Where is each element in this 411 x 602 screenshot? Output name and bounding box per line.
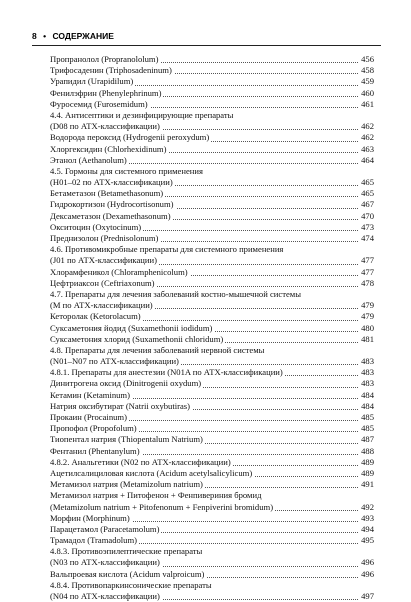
toc-entry	[50, 65, 374, 76]
toc-entry	[50, 502, 374, 513]
toc-entry	[50, 345, 374, 356]
toc-entry-label: Преднизолон (Prednisolonum)	[50, 233, 159, 243]
toc-entry-page: 494	[361, 523, 374, 534]
toc-entry-page: 459	[361, 76, 374, 87]
toc-entry	[50, 222, 374, 233]
toc-entry-page: 467	[361, 199, 374, 210]
toc-entry-label: Водорода пероксид (Hydrogenii peroxydum)	[50, 132, 210, 143]
toc-entry-page: 481	[361, 333, 374, 344]
toc-entry-label: Суксаметония йодид (Suxamethonii iodidum)	[50, 322, 213, 333]
toc-entry	[50, 390, 374, 401]
toc-entry-label: Парацетамол (Paracetamolum)	[50, 523, 160, 534]
toc-entry-label: Пропофол (Propofolum)	[50, 423, 137, 434]
toc-entry-label: Натрия оксибутират (Natrii oxybutiras)	[50, 400, 191, 411]
toc-entry-label: Этанол (Aethanolum)	[50, 154, 127, 165]
toc-entry-page: 456	[361, 54, 374, 64]
toc-entry-page: 492	[361, 501, 374, 512]
toc-entry-label: 4.6. Противомикробные препараты для системного применения	[50, 244, 284, 255]
toc-entry	[50, 323, 374, 334]
toc-entry	[50, 569, 374, 580]
toc-entry-page: 483	[361, 356, 374, 367]
toc-entry-label: Трифосаденин (Triphosadeninum)	[50, 65, 172, 76]
toc-entry	[50, 401, 374, 412]
toc-entry	[50, 300, 374, 311]
toc-entry-page: 479	[361, 311, 374, 322]
toc-entry	[50, 580, 374, 591]
page-number: 8	[32, 31, 37, 41]
toc-entry	[50, 311, 374, 322]
toc-entry	[50, 557, 374, 568]
toc-entry-page: 478	[361, 277, 374, 288]
toc-entry	[50, 233, 374, 244]
toc-entry-page: 474	[361, 233, 374, 243]
toc-entry-page: 477	[361, 266, 374, 277]
toc-entry-label: 4.5. Гормоны для системного применения	[50, 165, 203, 176]
toc-entry	[50, 144, 374, 155]
toc-entry-label: Трамадол (Tramadolum)	[50, 535, 138, 546]
toc-entry	[50, 88, 374, 99]
toc-entry-label: 4.8.2. Анальгетики (N02 по АТХ-классификации)	[50, 456, 231, 467]
toc-entry-label: Ацетилсалициловая кислота (Acidum acetylsalicylicum)	[50, 467, 253, 478]
toc-entry	[50, 76, 374, 87]
toc-entry-label: 4.8.1. Препараты для анестезии (N01A по АТХ-классификации)	[50, 367, 283, 378]
toc-entry	[50, 367, 374, 378]
toc-entry-label: Фентанил (Phentanylum)	[50, 445, 140, 456]
toc-entry	[50, 267, 374, 278]
toc-entry	[50, 211, 374, 222]
toc-entry	[50, 334, 374, 345]
toc-entry-page: 483	[361, 367, 374, 378]
toc-entry	[50, 54, 374, 65]
toc-entry-label: Кетамин (Ketaminum)	[50, 389, 130, 400]
toc-entry-label: Суксаметония хлорид (Suxamethonii chloridum)	[50, 333, 224, 344]
toc-entry	[50, 166, 374, 177]
toc-entry	[50, 524, 374, 535]
toc-entry-label: Дексаметазон (Dexamethasonum)	[50, 210, 171, 221]
toc-entry	[50, 188, 374, 199]
toc-entry-label: 4.4. Антисептики и дезинфицирующие препараты	[50, 109, 234, 120]
toc-entry	[50, 356, 374, 367]
toc-entry-label: Цефтриаксон (Ceftriaxonum)	[50, 277, 155, 288]
toc-entry-label: Окситоцин (Oxytocinum)	[50, 221, 142, 232]
toc-entry-label: (Metamizolum natrium + Pitofenonum + Fenpiverini bromidum)	[50, 501, 274, 512]
toc-entry-page: 487	[361, 434, 374, 445]
toc-entry-page: 462	[361, 132, 374, 143]
toc-entry-page: 483	[361, 378, 374, 389]
toc-entry-page: 489	[361, 467, 374, 478]
toc-entry-label: Кеторолак (Ketorolacum)	[50, 311, 141, 322]
toc-entry-label: Метамизол натрия (Metamizolum natrium)	[50, 479, 203, 490]
toc-entry	[50, 244, 374, 255]
toc-entry-label: Прокаин (Procainum)	[50, 412, 127, 422]
toc-entry-label: Хлорамфеникол (Chloramphenicolum)	[50, 266, 188, 277]
toc-entry-page: 496	[361, 557, 374, 568]
toc-entry-page: 465	[361, 177, 374, 188]
toc-entry-page: 488	[361, 445, 374, 456]
toc-entry	[50, 177, 374, 188]
toc-entry-page: 465	[361, 188, 374, 199]
toc-entry	[50, 99, 374, 110]
toc-entry-label: Тиопентал натрия (Thiopentalum Natrium)	[50, 434, 203, 445]
toc-entry-page: 477	[361, 255, 374, 266]
toc-entry-label: 4.8. Препараты для лечения заболеваний нервной системы	[50, 344, 265, 355]
toc-entry-page: 485	[361, 412, 374, 422]
toc-entry-label: 4.8.4. Противопаркинсонические препараты	[50, 579, 212, 590]
toc-entry	[50, 434, 374, 445]
toc-entry	[50, 446, 374, 457]
toc-entry-page: 496	[361, 568, 374, 579]
toc-entry	[50, 378, 374, 389]
toc-entry-label: Метамизол натрия + Питофенон + Фенпивериния бромид	[50, 490, 262, 501]
toc-entry	[50, 457, 374, 468]
toc-entry	[50, 423, 374, 434]
toc-entry	[50, 535, 374, 546]
toc-entry-label: 4.7. Препараты для лечения заболеваний костно-мышечной системы	[50, 288, 301, 299]
toc-entry-label: Морфин (Morphinum)	[50, 512, 130, 523]
toc-entry-label: Динитрогена оксид (Dinitrogenii oxydum)	[50, 378, 202, 389]
toc-entry-label: (N01–N07 по АТХ-классификации)	[50, 356, 179, 367]
toc-entry-label: Пропранолол (Propranololum)	[50, 54, 159, 64]
toc-entry-label: (J01 по АТХ-классификации)	[50, 255, 157, 266]
toc-entry	[50, 121, 374, 132]
toc-entry-label: Вальпроевая кислота (Acidum valproicum)	[50, 568, 205, 579]
toc-entry-label: (N03 по АТХ-классификации)	[50, 557, 160, 568]
toc-entry-page: 460	[361, 87, 374, 98]
toc-entry-page: 464	[361, 154, 374, 165]
toc-entry-page: 479	[361, 300, 374, 311]
toc-entry-page: 458	[361, 65, 374, 76]
toc-entry-label: 4.8.3. Противоэпилептические препараты	[50, 546, 203, 557]
toc-entry	[50, 468, 374, 479]
toc-entry	[50, 490, 374, 501]
toc-entry-label: Фуросемид (Furosemidum)	[50, 98, 148, 109]
toc-entry-page: 493	[361, 512, 374, 523]
toc-entry-label: Гидрокортизон (Hydrocortisonum)	[50, 199, 174, 210]
toc-entry	[50, 255, 374, 266]
toc-entry	[50, 412, 374, 423]
toc-entry-page: 495	[361, 535, 374, 546]
toc-entry	[50, 289, 374, 300]
toc-entry-page: 463	[361, 143, 374, 154]
toc-entry-page: 484	[361, 400, 374, 411]
toc-entry-page: 470	[361, 210, 374, 221]
toc-entry-page: 484	[361, 389, 374, 400]
toc-entry-page: 491	[361, 479, 374, 490]
toc-entry-page: 462	[361, 121, 374, 132]
running-header	[32, 31, 380, 43]
toc-entry-label: (D08 по АТХ-классификации)	[50, 121, 160, 132]
toc-entry-label: (H01–02 по АТХ-классификации)	[50, 177, 173, 188]
toc-entry-label: Урапидил (Urapidilum)	[50, 76, 134, 87]
toc-entry	[50, 110, 374, 121]
toc-entry	[50, 591, 374, 602]
toc-entry-label: Хлоргексидин (Chlorhexidinum)	[50, 143, 167, 154]
toc-entry	[50, 199, 374, 210]
page-title: СОДЕРЖАНИЕ	[52, 31, 114, 41]
toc-entry-label: (M по АТХ-классификации)	[50, 300, 153, 311]
header-rule	[32, 45, 381, 46]
toc-entry	[50, 513, 374, 524]
toc-entry-page: 480	[361, 322, 374, 333]
table-of-contents	[50, 54, 374, 602]
toc-entry-label: (N04 по АТХ-классификации)	[50, 591, 160, 601]
toc-entry	[50, 132, 374, 143]
toc-entry-page: 497	[361, 591, 374, 601]
toc-entry	[50, 155, 374, 166]
toc-entry-page: 461	[361, 98, 374, 109]
toc-entry	[50, 546, 374, 557]
toc-entry	[50, 479, 374, 490]
toc-entry	[50, 278, 374, 289]
toc-entry-label: Фенилэфрин (Phenylephrinum)	[50, 87, 162, 98]
toc-entry-page: 485	[361, 423, 374, 434]
toc-entry-page: 473	[361, 221, 374, 232]
toc-entry-label: Бетаметазон (Betamethasonum)	[50, 188, 164, 199]
header-bullet: •	[43, 31, 47, 41]
toc-entry-page: 489	[361, 456, 374, 467]
